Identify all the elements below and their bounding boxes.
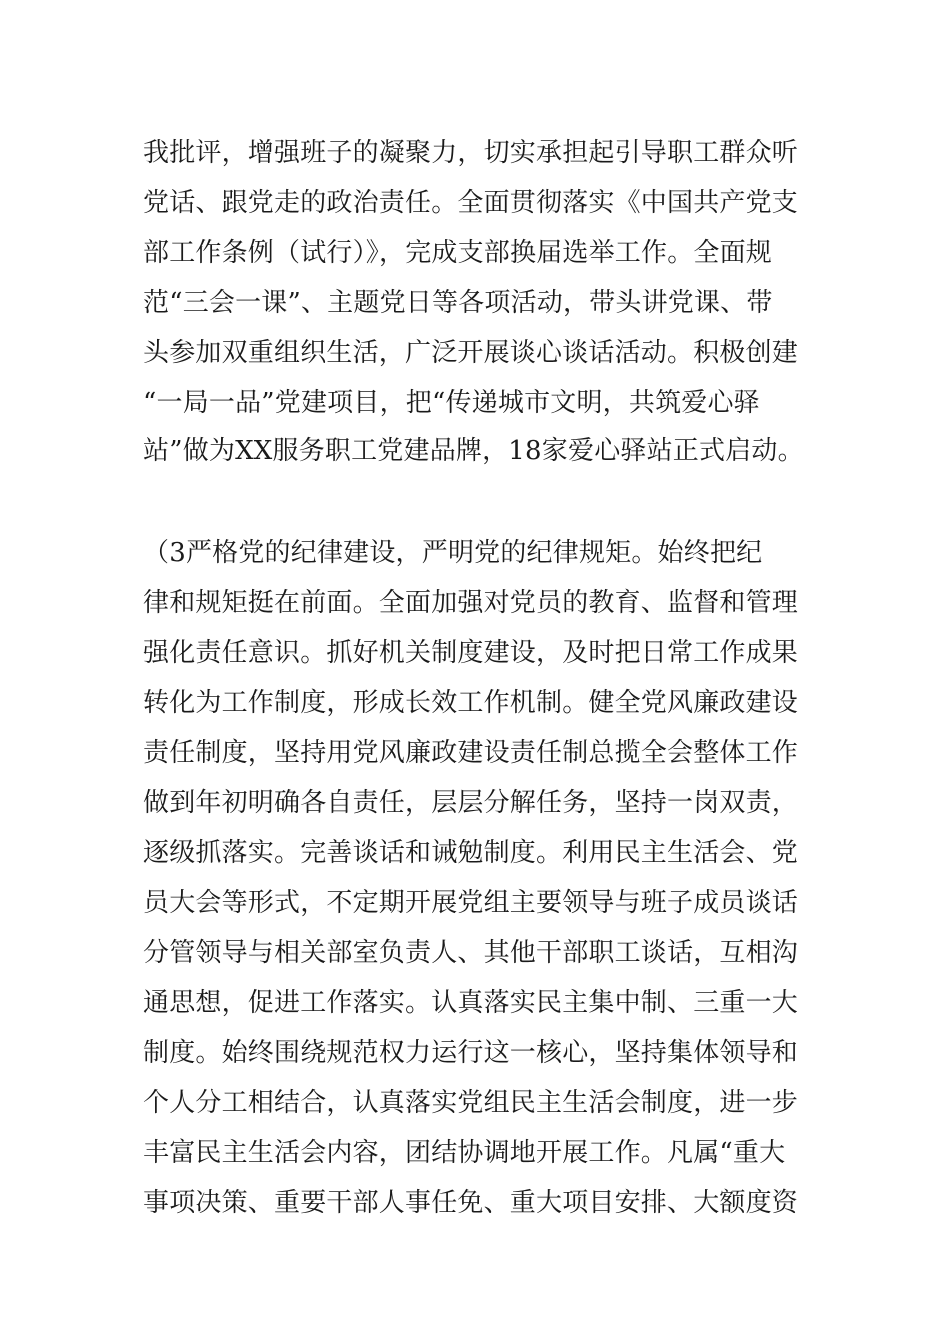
paragraph-2-line-3: 强化责任意识。抓好机关制度建设，及时把日常工作成果: [143, 638, 799, 668]
paragraph-1-line-7: 站”做为XX服务职工党建品牌，18家爱心驿站正式启动。: [143, 436, 804, 466]
paragraph-2-line-14: 事项决策、重要干部人事任免、重大项目安排、大额度资: [143, 1188, 799, 1218]
paragraph-1-line-3: 部工作条例（试行）》，完成支部换届选举工作。全面规: [143, 238, 773, 268]
paragraph-2-line-2: 律和规矩挺在前面。全面加强对党员的教育、监督和管理: [143, 588, 799, 618]
paragraph-2-line-8: 员大会等形式，不定期开展党组主要领导与班子成员谈话: [143, 888, 799, 918]
paragraph-2-line-10: 通思想，促进工作落实。认真落实民主集中制、三重一大: [143, 988, 799, 1018]
paragraph-1-line-6: “一局一品”党建项目，把“传递城市文明，共筑爱心驿: [143, 388, 760, 418]
paragraph-2-line-12: 个人分工相结合，认真落实党组民主生活会制度，进一步: [143, 1088, 799, 1118]
paragraph-2-line-11: 制度。始终围绕规范权力运行这一核心，坚持集体领导和: [143, 1038, 799, 1068]
paragraph-2-line-5: 责任制度，坚持用党风廉政建设责任制总揽全会整体工作: [143, 738, 799, 768]
paragraph-2-line-4: 转化为工作制度，形成长效工作机制。健全党风廉政建设: [143, 688, 799, 718]
paragraph-2-line-1: （3严格党的纪律建设，严明党的纪律规矩。始终把纪: [143, 538, 763, 568]
paragraph-2-line-6: 做到年初明确各自责任，层层分解任务，坚持一岗双责，: [143, 788, 799, 818]
paragraph-2-line-13: 丰富民主生活会内容，团结协调地开展工作。凡属“重大: [143, 1138, 786, 1168]
paragraph-1-line-5: 头参加双重组织生活，广泛开展谈心谈话活动。积极创建: [143, 338, 799, 368]
paragraph-1-line-2: 党话、跟党走的政治责任。全面贯彻落实《中国共产党支: [143, 188, 799, 218]
paragraph-2-line-9: 分管领导与相关部室负责人、其他干部职工谈话，互相沟: [143, 938, 799, 968]
paragraph-2-line-7: 逐级抓落实。完善谈话和诫勉制度。利用民主生活会、党: [143, 838, 799, 868]
paragraph-1-line-4: 范“三会一课”、主题党日等各项活动，带头讲党课、带: [143, 288, 773, 318]
paragraph-1-line-1: 我批评，增强班子的凝聚力，切实承担起引导职工群众听: [143, 138, 799, 168]
